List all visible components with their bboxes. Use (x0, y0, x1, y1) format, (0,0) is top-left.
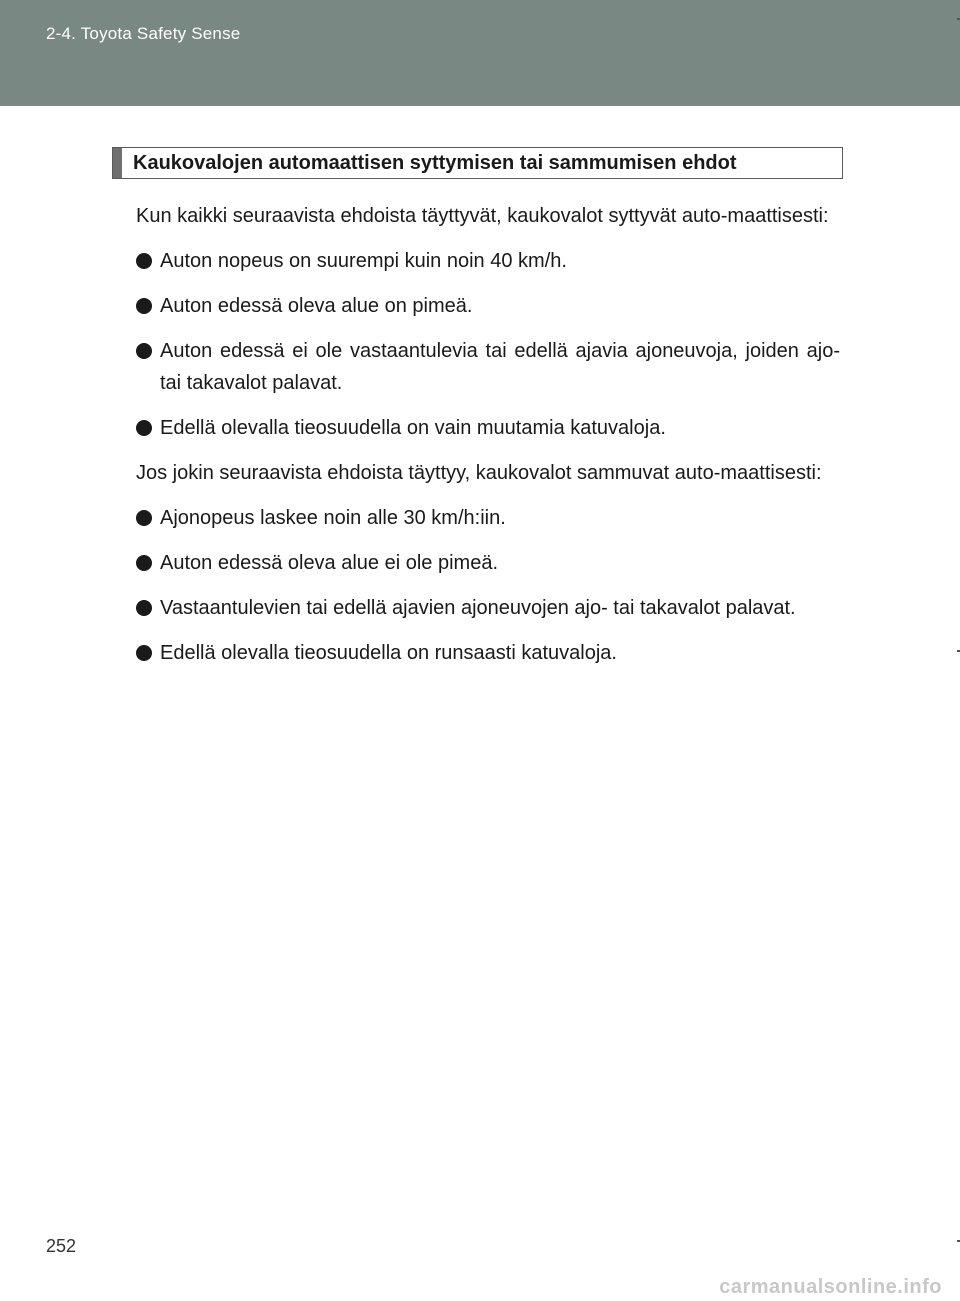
activation-condition-text: Auton edessä ei ole vastaantulevia tai edellä ajavia ajoneuvoja, joiden ajo- tai takavalot palavat. (160, 340, 840, 394)
deactivation-condition-text: Edellä olevalla tieosuudella on runsaasti katuvaloja. (160, 642, 617, 664)
section-heading-accent-bar (113, 148, 122, 178)
chapter-title: 2-4. Toyota Safety Sense (46, 24, 241, 43)
content-body (136, 200, 840, 682)
bullet-dot-icon (136, 420, 152, 436)
deactivation-condition (136, 592, 840, 624)
bullet-dot-icon (136, 343, 152, 359)
deactivation-condition-text: Auton edessä oleva alue ei ole pimeä. (160, 552, 499, 574)
activation-condition-text: Edellä olevalla tieosuudella on vain muutamia katuvaloja. (160, 417, 666, 439)
deactivation-condition (136, 637, 840, 669)
bullet-dot-icon (136, 600, 152, 616)
activation-intro: Kun kaikki seuraavista ehdoista täyttyvät, kaukovalot syttyvät auto-maattisesti: (136, 205, 829, 227)
bullet-dot-icon (136, 510, 152, 526)
deactivation-condition (136, 547, 840, 579)
header-band (0, 0, 960, 106)
deactivation-condition-text: Ajonopeus laskee noin alle 30 km/h:iin. (160, 507, 506, 529)
page-number: 252 (46, 1236, 77, 1256)
deactivation-condition (136, 502, 840, 534)
deactivation-condition-text: Vastaantulevien tai edellä ajavien ajoneuvojen ajo- tai takavalot palavat. (160, 597, 796, 619)
bullet-dot-icon (136, 645, 152, 661)
activation-condition (136, 290, 840, 322)
activation-condition-text: Auton edessä oleva alue on pimeä. (160, 295, 473, 317)
activation-condition (136, 412, 840, 444)
watermark: carmanualsonline.info (719, 1276, 942, 1298)
section-heading-box (112, 147, 843, 179)
bullet-dot-icon (136, 253, 152, 269)
bullet-dot-icon (136, 298, 152, 314)
deactivation-intro: Jos jokin seuraavista ehdoista täyttyy, kaukovalot sammuvat auto-maattisesti: (136, 462, 822, 484)
section-heading: Kaukovalojen automaattisen syttymisen tai sammumisen ehdot (133, 152, 737, 174)
activation-condition-text: Auton nopeus on suurempi kuin noin 40 km/h. (160, 250, 567, 272)
activation-condition (136, 335, 840, 399)
bullet-dot-icon (136, 555, 152, 571)
activation-condition (136, 245, 840, 277)
